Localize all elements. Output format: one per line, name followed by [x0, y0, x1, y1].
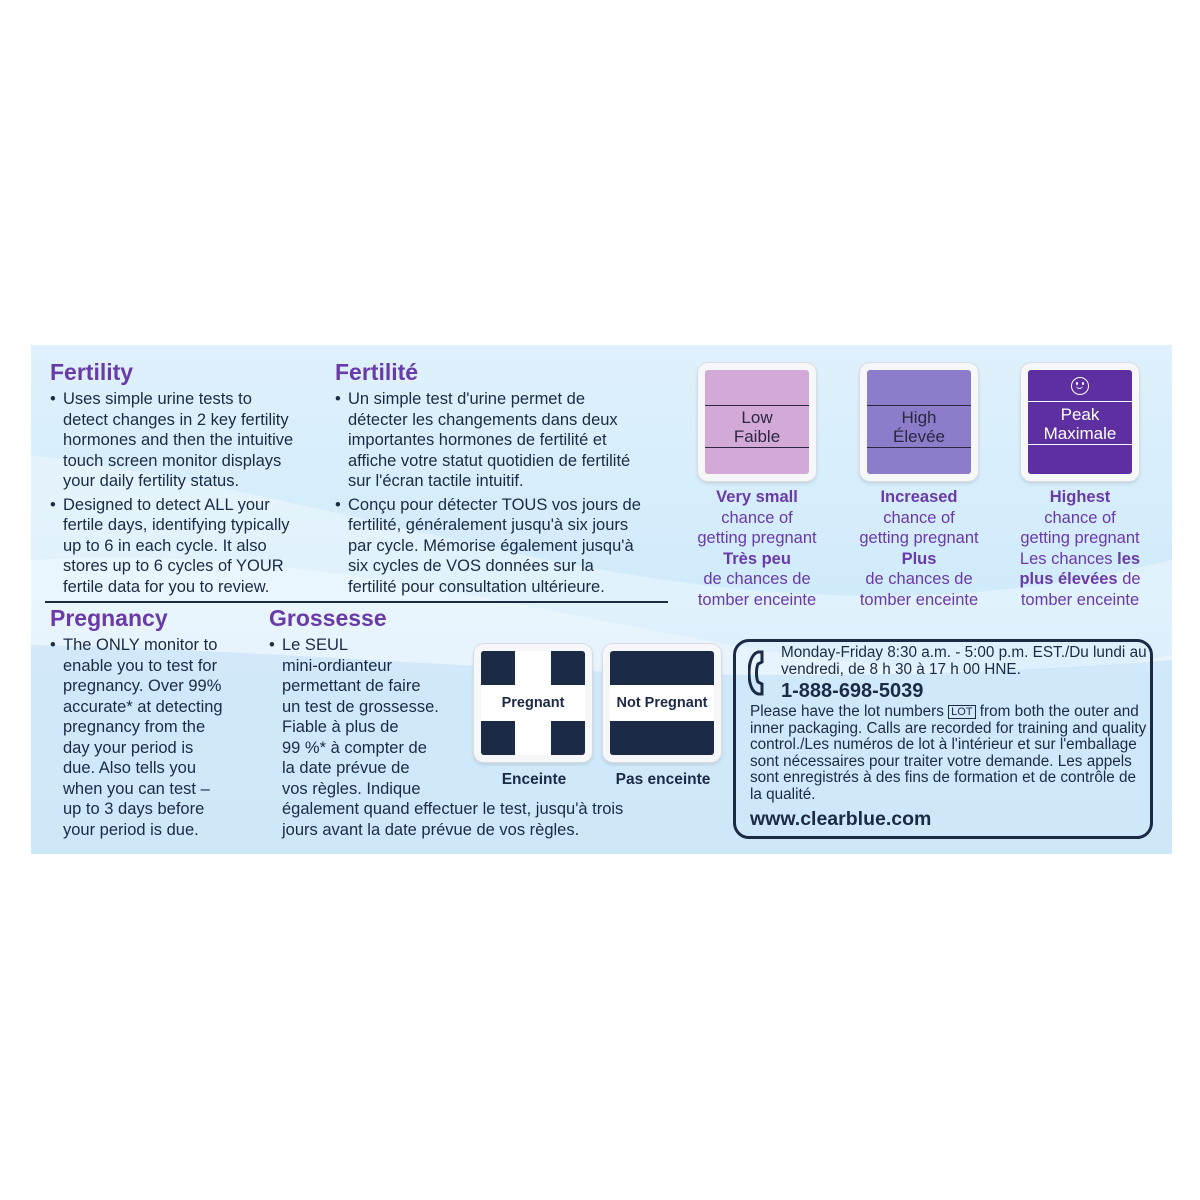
- phone-number[interactable]: 1-888-698-5039: [781, 680, 924, 702]
- bullet-line: Fiable à plus de: [282, 718, 399, 736]
- bullet-line: importantes hormones de fertilité et: [348, 431, 607, 449]
- level-name-en: High: [901, 408, 937, 427]
- phone-icon: [748, 650, 774, 696]
- fertilite-heading: Fertilité: [335, 359, 419, 385]
- bullet-line: six cycles de VOS données sur la: [348, 557, 594, 575]
- level-name-en: Peak: [1060, 405, 1100, 424]
- info-panel: [31, 345, 1172, 854]
- tile-label: [705, 408, 809, 446]
- level-name-fr: Élevée: [893, 427, 945, 446]
- minus-icon: [610, 651, 714, 755]
- description-line: plus élevées de: [1019, 570, 1141, 588]
- bullet-line: • Uses simple urine tests to: [63, 390, 252, 408]
- pregnant-label: Pregnant: [501, 695, 565, 711]
- level-description-low: [677, 487, 837, 610]
- fertilite-bullets-fr: [333, 389, 683, 600]
- bullet-line: affiche votre statut quotidien de fertilité: [348, 451, 631, 470]
- fertility-level-tile-low: [698, 363, 816, 481]
- not-pregnant-label: Not Pregnant: [616, 695, 708, 711]
- bullet-line: touch screen monitor displays: [63, 451, 282, 470]
- plus-icon: [481, 651, 585, 755]
- description-line: getting pregnant: [859, 529, 979, 547]
- bullet-line: stores up to 6 cycles of YOUR: [63, 557, 284, 575]
- pregnancy-bullet-en: [48, 635, 278, 843]
- bullet-line: sur l'écran tactile intuitif.: [348, 472, 524, 490]
- bullet-line: your daily fertility status.: [63, 472, 240, 490]
- fertility-bullets-en: [48, 389, 348, 600]
- bullet-line: permettant de faire: [282, 677, 421, 695]
- bullet-item: [48, 495, 348, 598]
- smiley-icon: [1071, 377, 1089, 395]
- tile-line: [867, 405, 971, 406]
- bullet-line: vos règles. Indique: [282, 779, 421, 798]
- contact-hours: Monday-Friday 8:30 a.m. - 5:00 p.m. EST./Du lundi au vendredi, de 8 h 30 à 17 h 00 HNE.: [781, 644, 1147, 678]
- pregnancy-heading: Pregnancy: [50, 605, 168, 631]
- contact-box: [733, 639, 1153, 839]
- bullet-line: • The ONLY monitor to: [63, 636, 218, 654]
- bullet-line: when you can test –: [63, 779, 210, 798]
- tile-screen: [705, 370, 809, 474]
- bullet-line: fertile days, identifying typically: [63, 516, 290, 534]
- description-line: getting pregnant: [1020, 529, 1140, 547]
- tile-screen: [867, 370, 971, 474]
- website-link[interactable]: www.clearblue.com: [750, 808, 932, 830]
- lot-text-before: Please have the lot numbers: [750, 703, 944, 720]
- bullet-line: 99 %* à compter de: [282, 738, 427, 757]
- description-line: de chances de: [865, 570, 973, 588]
- tile-line: [867, 447, 971, 448]
- description-line: Plus: [901, 549, 937, 568]
- bullet-item: [48, 635, 278, 840]
- tile-line: [1028, 444, 1132, 445]
- bullet-line: up to 6 in each cycle. It also: [63, 536, 267, 555]
- bullet-line: • Un simple test d'urine permet de: [348, 390, 586, 408]
- description-line: getting pregnant: [697, 529, 817, 547]
- bullet-item: [333, 389, 683, 492]
- description-line: chance of: [883, 508, 955, 527]
- level-description-high: [839, 487, 999, 610]
- bullet-line: • Le SEUL: [282, 636, 349, 654]
- bullet-line: par cycle. Mémorise également jusqu'à: [348, 536, 634, 555]
- fertility-level-tile-high: [860, 363, 978, 481]
- bullet-line: detect changes in 2 key fertility: [63, 410, 289, 429]
- bullet-item: [333, 495, 683, 598]
- description-line: chance of: [721, 508, 793, 527]
- bullet-item: [48, 389, 348, 492]
- tile-line: [1028, 401, 1132, 402]
- level-name-fr: Maximale: [1043, 424, 1117, 443]
- bullet-line: due. Also tells you: [63, 759, 196, 777]
- grossesse-heading: Grossesse: [269, 605, 387, 631]
- bullet-line: détecter les changements dans deux: [348, 410, 618, 429]
- tile-line: [705, 447, 809, 448]
- level-name-en: Low: [741, 408, 773, 427]
- not-pregnant-result-tile: [603, 644, 721, 762]
- bullet-line: un test de grossesse.: [282, 697, 439, 716]
- description-line: Increased: [880, 488, 958, 506]
- description-line: de chances de: [703, 570, 811, 588]
- pas-enceinte-caption: Pas enceinte: [615, 771, 711, 788]
- enceinte-caption: Enceinte: [501, 771, 567, 788]
- description-line: Highest: [1049, 488, 1111, 506]
- description-line: tomber enceinte: [859, 590, 979, 609]
- description-line: Les chances les: [1019, 549, 1141, 568]
- bullet-line: • Conçu pour détecter TOUS vos jours de: [348, 495, 641, 514]
- lot-text-after: from both the outer and inner packaging. Calls are recorded for training and quality control./Les numéros de lot à l'intérieur et sur l'emballage sont nécessaires pour traiter votre demande. Les appels sont enregistrés à des fins de formation et de contrôle de la qualité.: [750, 703, 1147, 803]
- bullet-line: jours avant la date prévue de vos règles.: [282, 820, 580, 839]
- bullet-line: hormones and then the intuitive: [63, 431, 294, 449]
- bullet-line: enable you to test for: [63, 656, 218, 675]
- fertility-level-tile-peak: [1021, 363, 1139, 481]
- bullet-line: fertilité, généralement jusqu'à six jours: [348, 516, 629, 534]
- section-divider: [45, 601, 668, 603]
- bullet-line: pregnancy from the: [63, 718, 206, 736]
- tile-screen: [1028, 370, 1132, 474]
- tile-label: [1028, 405, 1132, 443]
- bullet-line: mini-ordianteur: [282, 656, 393, 675]
- lot-instructions: [750, 704, 1150, 803]
- description-line: Très peu: [723, 549, 791, 568]
- bullet-line: pregnancy. Over 99%: [63, 677, 222, 695]
- level-name-fr: Faible: [733, 427, 781, 446]
- bullet-line: your period is due.: [63, 820, 199, 839]
- bullet-line: • Designed to detect ALL your: [63, 495, 270, 514]
- bullet-line: up to 3 days before: [63, 800, 205, 818]
- description-line: chance of: [1044, 508, 1116, 527]
- description-line: Very small: [716, 488, 798, 506]
- level-description-peak: [1000, 487, 1160, 610]
- lot-badge: LOT: [948, 705, 975, 719]
- bullet-line: day your period is: [63, 738, 194, 757]
- bullet-line: fertilité pour consultation ultérieure.: [348, 577, 605, 596]
- bullet-line: fertile data for you to review.: [63, 577, 270, 596]
- description-line: tomber enceinte: [697, 590, 817, 609]
- bullet-line: accurate* at detecting: [63, 697, 223, 716]
- bullet-line: la date prévue de: [282, 759, 410, 777]
- description-line: tomber enceinte: [1020, 590, 1140, 609]
- pregnant-result-tile: [474, 644, 592, 762]
- bullet-line: également quand effectuer le test, jusqu'à trois: [282, 800, 624, 818]
- tile-line: [705, 405, 809, 406]
- fertility-heading: Fertility: [50, 359, 134, 385]
- tile-label: [867, 408, 971, 446]
